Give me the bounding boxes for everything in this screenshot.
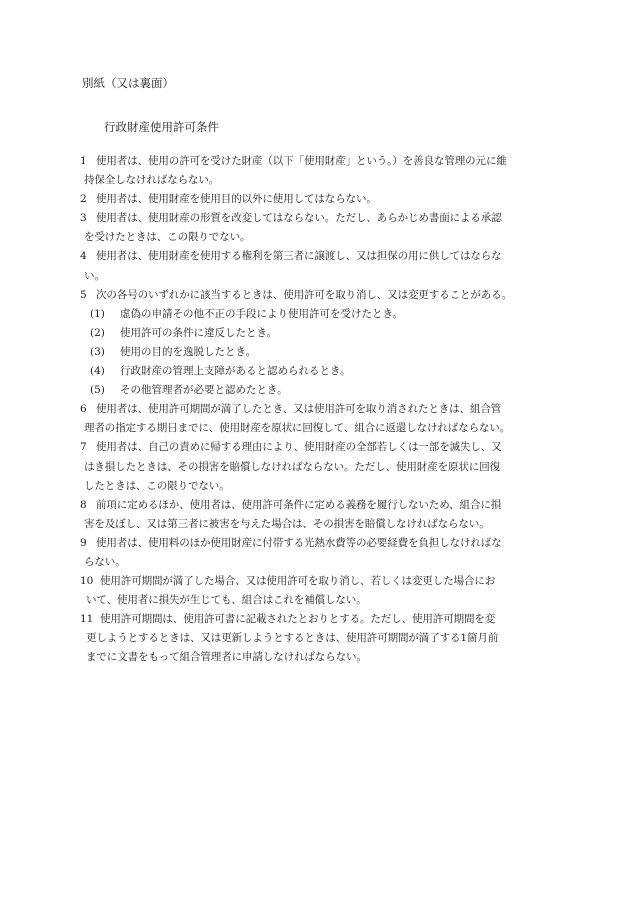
sub-item	[80, 324, 550, 343]
clause-9	[80, 534, 550, 572]
clause-11	[80, 610, 550, 667]
clause-number: 7	[80, 441, 87, 454]
clause-list	[80, 152, 550, 668]
sub-item-number: (1)	[90, 307, 105, 320]
clause-text-line: 持保全しなければならない。	[84, 174, 220, 187]
clause-text-line: 使用者は、使用財産の形質を改変してはならない。ただし、あらかじめ書面による承認	[96, 212, 502, 225]
sub-item-number: (3)	[90, 345, 105, 358]
clause-text-line: したときは、この限りでない。	[84, 479, 230, 492]
clause-1	[80, 152, 550, 190]
clause-text-line: を受けたときは、この限りでない。	[84, 231, 251, 244]
sub-item	[80, 305, 550, 324]
clause-5	[80, 286, 550, 305]
clause-4	[80, 247, 550, 285]
clause-number: 1	[80, 155, 87, 167]
sub-item	[80, 381, 550, 400]
clause-text-line: までに文書をもって組合管理者に申請しなければならない。	[86, 651, 367, 664]
clause-text-line: 使用者は、自己の責めに帰する理由により、使用財産の全部若しくは一部を滅失し、又	[96, 441, 502, 454]
clause-text-line: 使用者は、使用料のほか使用財産に付帯する光熱水費等の必要経費を負担しなければな	[96, 536, 502, 549]
clause-10	[80, 572, 550, 610]
sub-item-number: (5)	[90, 384, 105, 397]
sub-item-text: 使用許可の条件に違反したとき。	[120, 326, 278, 339]
clause-number: 6	[80, 403, 87, 416]
clause-text-line: らない。	[84, 555, 126, 568]
clause-number: 8	[80, 498, 87, 511]
clause-text-line: 前項に定めるほか、使用者は、使用許可条件に定める義務を履行しないため、組合に損	[96, 498, 502, 511]
clause-6	[80, 400, 550, 438]
sub-item-number: (2)	[90, 326, 105, 339]
clause-7	[80, 438, 550, 495]
clause-number: 11	[80, 613, 94, 626]
clause-number: 4	[80, 250, 87, 263]
clause-text-line: 理者の指定する期日までに、使用財産を原状に回復して、組合に返還しなければならない。	[84, 422, 511, 435]
sub-item-text: その他管理者が必要と認めたとき。	[120, 384, 288, 397]
clause-number: 9	[80, 536, 87, 549]
clause-number: 5	[80, 288, 87, 301]
clause-text-line: 使用許可期間は、使用許可書に記載されたとおりとする。ただし、使用許可期間を変	[100, 613, 496, 626]
sub-item-text: 虚偽の申請その他不正の手段により使用許可を受けたとき。	[120, 307, 404, 320]
clause-number: 2	[80, 193, 87, 206]
attachment-heading: 別紙（又は裏面）	[82, 76, 174, 90]
clause-number: 3	[80, 212, 87, 225]
clause-8	[80, 496, 550, 534]
clause-text-line: 使用許可期間が満了した場合、又は使用許可を取り消し、若しくは変更した場合にお	[100, 575, 496, 588]
sub-item-number: (4)	[90, 365, 105, 378]
clause-3	[80, 209, 550, 247]
clause-2	[80, 190, 550, 209]
sub-item-text: 行政財産の管理上支障があると認められるとき。	[120, 365, 351, 378]
sub-item-text: 使用の目的を逸脱したとき。	[120, 345, 257, 358]
clause-text-line: はき損したときは、その損害を賠償しなければならない。ただし、使用財産を原状に回復	[84, 460, 500, 473]
clause-number: 10	[80, 575, 94, 588]
sub-item	[80, 343, 550, 362]
clause-text-line: 使用者は、使用の許可を受けた財産（以下「使用財産」という。）を善良な管理の元に維	[96, 155, 507, 167]
clause-text-line: 使用者は、使用財産を使用する権利を第三者に譲渡し、又は担保の用に供してはならな	[96, 250, 502, 263]
clause-text-line: 使用者は、使用財産を使用目的以外に使用してはならない。	[96, 193, 377, 206]
sub-item	[80, 362, 550, 381]
clause-text-line: 次の各号のいずれかに該当するときは、使用許可を取り消し、又は変更することがある。	[96, 288, 512, 301]
clause-text-line: 害を及ぼし、又は第三者に被害を与えた場合は、その損害を賠償しなければならない。	[84, 517, 490, 530]
clause-text-line: 更しようとするときは、又は更新しようとするときは、使用許可期間が満了する1箇月前	[86, 632, 499, 645]
clause-text-line: い。	[84, 269, 105, 282]
document-title: 行政財産使用許可条件	[104, 120, 219, 134]
clause-text-line: いて、使用者に損失が生じても、組合はこれを補償しない。	[86, 594, 367, 607]
clause-text-line: 使用者は、使用許可期間が満了したとき、又は使用許可を取り消されたときは、組合管	[96, 403, 502, 416]
